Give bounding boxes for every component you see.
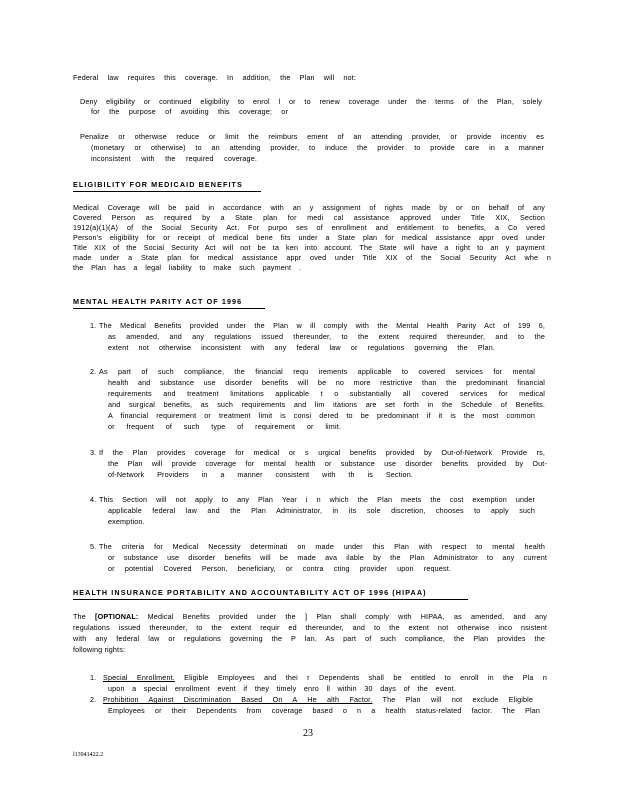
list-number: 1. <box>90 673 97 682</box>
mhp-line: applicable federal law and the Plan Administrator, in its sole discretion, chooses to apply such <box>108 506 535 515</box>
list-number: 4. <box>90 495 97 504</box>
bullet-line: for the purpose of avoiding this coverage; or <box>91 107 288 116</box>
intro-text: Federal law requires this coverage. In addition, the Plan will not: <box>73 73 356 82</box>
hipaa-intro-line: with any federal law or regulations governing the P lan. As part of such compliance, the Plan provides the <box>73 634 545 643</box>
mhp-line: requirements and treatment limitations applicable t o substantially all covered services for medical <box>108 389 545 398</box>
item-text: Eligible Employees and thei r Dependents shall be entitled to enroll in the Pla n <box>174 673 547 682</box>
item-text: The Plan will not exclude Eligible <box>372 695 533 704</box>
medicaid-line: Medical Coverage will be paid in accordance with an y assignment of rights made by or on behalf of any <box>73 203 545 212</box>
mhp-line: or potential Covered Person, beneficiary, or contra cting provider upon request. <box>108 564 451 573</box>
section-heading-medicaid: ELIGIBILITY FOR MEDICAID BENEFITS <box>73 180 243 189</box>
list-number: 3. <box>90 448 97 457</box>
mhp-line: As part of such compliance, the financial requ irements applicable to covered services for mental <box>99 367 535 376</box>
hipaa-intro-prefix: The <box>73 612 96 621</box>
mhp-line: as amended, and any regulations issued thereunder, to the extent required thereunder, and to the <box>108 332 545 341</box>
heading-rule <box>73 191 261 192</box>
list-number: 5. <box>90 542 97 551</box>
hipaa-intro-line <box>73 612 547 621</box>
mhp-line: A financial requirement or treatment limit is consi dered to be predominant if it is the most common <box>108 411 535 420</box>
mhp-line: extent not otherwise inconsistent with any federal law or regulations governing the Plan. <box>108 343 495 352</box>
mhp-line: This Section will not apply to any Plan Year i n which the Plan meets the cost exemption under <box>99 495 535 504</box>
mhp-line: health and substance use disorder benefits will be no more restrictive than the predominant financial <box>108 378 545 387</box>
page-number: 23 <box>303 728 313 739</box>
item-title: Special Enrollment. <box>103 673 175 682</box>
mhp-line: If the Plan provides coverage for medical or s urgical benefits provided by Out-of-Network Provide rs, <box>99 448 545 457</box>
mhp-line: The criteria for Medical Necessity determinati on made under this Plan with respect to mental health <box>99 542 545 551</box>
medicaid-line: Covered Person as required by a State plan for medi cal assistance approved under Title XIX, Section <box>73 213 545 222</box>
bullet-line: (monetary or otherwise) to an attending provider, to induce the provider to provide care in a manner <box>91 143 544 152</box>
mhp-line: of-Network Providers in a manner consistent with th is Section. <box>108 470 413 479</box>
bullet-line: inconsistent with the required coverage. <box>91 154 257 163</box>
optional-marker: [OPTIONAL: <box>95 612 139 621</box>
hipaa-intro-rest: Medical Benefits provided under the ] Plan shall comply with HIPAA, as amended, and any <box>138 612 547 621</box>
medicaid-line: Title XIX of the Social Security Act will not be ta ken into account. The State will have a right to an y payment <box>73 243 545 252</box>
hipaa-item-line <box>103 673 547 682</box>
section-heading-mhp: MENTAL HEALTH PARITY ACT OF 1996 <box>73 297 243 306</box>
heading-rule <box>73 599 468 600</box>
hipaa-item-line: Employees or their Dependents from coverage based o n a health status-related factor. The Plan <box>108 706 540 715</box>
mhp-line: or frequent of such type of requirement or limit. <box>108 422 341 431</box>
list-number: 2. <box>90 367 97 376</box>
mhp-line: The Medical Benefits provided under the Plan w ill comply with the Mental Health Parity Act of 199 6, <box>99 321 545 330</box>
bullet-line: Penalize or otherwise reduce or limit the reimburs ement of an attending provider, or provide incentiv es <box>80 132 544 141</box>
medicaid-line: the Plan has a legal liability to make such payment . <box>73 263 301 272</box>
mhp-line: the Plan will provide coverage for mental health or substance use disorder benefits provided by Out- <box>108 459 547 468</box>
item-title: Prohibition Against Discrimination Based On A He alth Factor. <box>103 695 373 704</box>
hipaa-item-line <box>103 695 533 704</box>
medicaid-line: Person's eligibility for or receipt of medical bene fits under a State plan for medical assistance appr oved under <box>73 233 545 242</box>
heading-rule <box>73 308 265 309</box>
hipaa-item-line: upon a special enrollment event if they timely enro ll within 30 days of the event. <box>108 684 456 693</box>
mhp-line: exemption. <box>108 517 145 526</box>
medicaid-line: made under a State plan for medical assistance appr oved under Title XIX of the Social Security Act whe n <box>73 253 551 262</box>
hipaa-intro-line: regulations issued thereunder, to the extent requir ed thereunder, and to the extent not otherwise inco nsistent <box>73 623 547 632</box>
document-id: l13941422.2 <box>73 752 104 758</box>
section-heading-hipaa: HEALTH INSURANCE PORTABILITY AND ACCOUNTABILITY ACT OF 1996 (HIPAA) <box>73 588 427 597</box>
bullet-line: Deny eligibility or continued eligibility to enrol l or to renew coverage under the terms of the Plan, solely <box>80 97 542 106</box>
list-number: 2. <box>90 695 97 704</box>
mhp-line: or substance use disorder benefits will be made ava ilable by the Plan Administrator to any current <box>108 553 547 562</box>
medicaid-line: 1912(a)(1)(A) of the Social Security Act. For purpo ses of enrollment and entitlement to benefits, a Co vered <box>73 223 545 232</box>
hipaa-intro-line: following rights: <box>73 645 126 654</box>
list-number: 1. <box>90 321 97 330</box>
mhp-line: and surgical benefits, as such requirements and lim itations are set forth in the Schedule of Benefits. <box>108 400 545 409</box>
